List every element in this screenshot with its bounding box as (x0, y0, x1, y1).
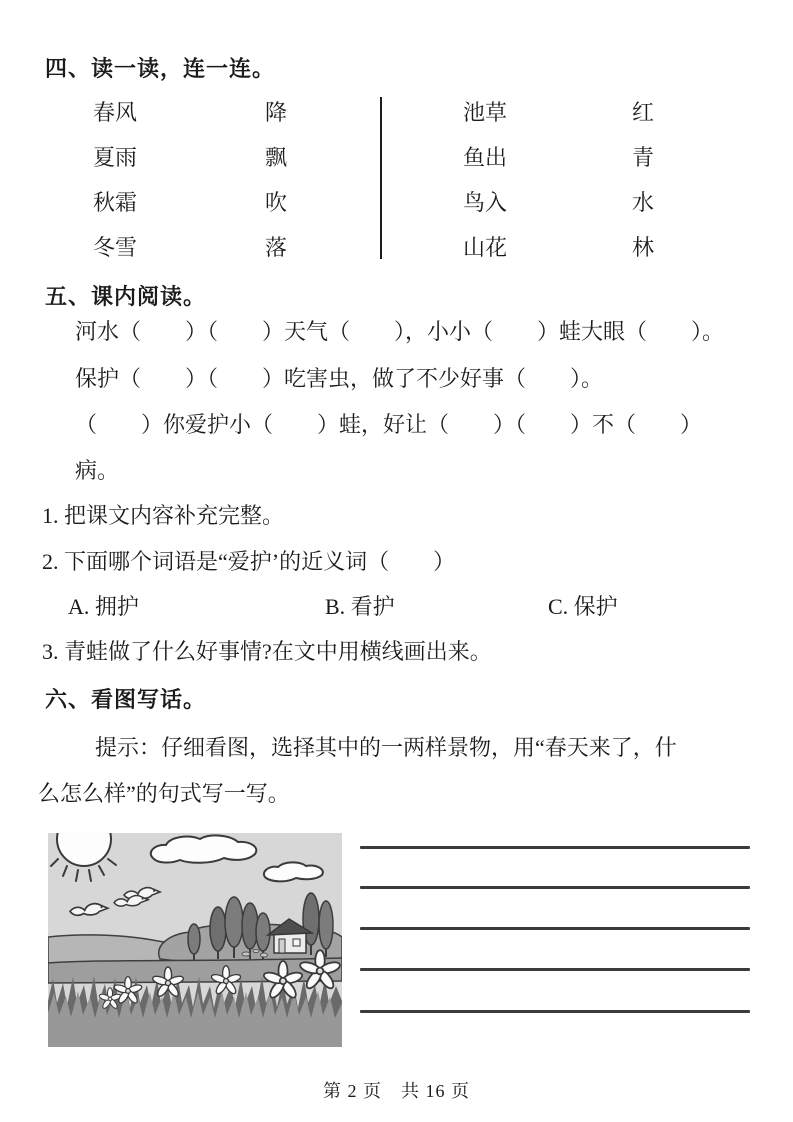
passage-line: （ ）你爱护小（ ）蛙，好让（ ）（ ）不（ ） (75, 412, 703, 437)
hint-line: 提示：仔细看图，选择其中的一两样景物，用“春天来了，什 (95, 735, 677, 760)
answer-line (360, 886, 750, 889)
match-char: 林 (632, 235, 655, 260)
match-char: 红 (632, 100, 655, 125)
option-b: B. 看护 (325, 594, 395, 619)
match-word: 春风 (93, 100, 138, 125)
question-2: 2. 下面哪个词语是“爱护’的近义词（ ） (42, 549, 456, 574)
match-word: 夏雨 (93, 145, 138, 170)
match-word: 秋霜 (93, 190, 138, 215)
passage-line: 河水（ ）（ ）天气（ ），小小（ ）蛙大眼（ ）。 (75, 319, 725, 344)
match-word: 冬雪 (93, 235, 138, 260)
match-word: 池草 (463, 100, 508, 125)
answer-line (360, 1010, 750, 1013)
match-word: 山花 (463, 235, 508, 260)
option-a: A. 拥护 (68, 594, 139, 619)
matching-row (93, 231, 713, 261)
section6-title: 六、看图写话。 (45, 687, 207, 712)
matching-row (93, 141, 713, 171)
section5-title: 五、课内阅读。 (45, 284, 207, 309)
matching-row (93, 186, 713, 216)
match-char: 水 (632, 190, 655, 215)
answer-line (360, 846, 750, 849)
passage-line: 保护（ ）（ ）吃害虫，做了不少好事（ ）。 (75, 366, 604, 391)
spring-scene-illustration (48, 833, 342, 1047)
match-char: 青 (632, 145, 655, 170)
match-word: 鸟入 (463, 190, 508, 215)
match-char: 落 (265, 235, 288, 260)
question-2-options (0, 594, 793, 624)
matching-row (93, 96, 713, 126)
match-char: 飘 (265, 145, 288, 170)
section4-title: 四、读一读，连一连。 (45, 56, 276, 81)
matching-exercise (93, 94, 713, 262)
column-divider-line (380, 97, 382, 259)
option-c: C. 保护 (548, 594, 618, 619)
passage-line: 病。 (75, 458, 120, 483)
match-char: 吹 (265, 190, 288, 215)
hint-line: 么怎么样”的句式写一写。 (38, 781, 290, 806)
match-char: 降 (265, 100, 288, 125)
question-1: 1. 把课文内容补充完整。 (42, 503, 285, 528)
answer-line (360, 927, 750, 930)
question-3: 3. 青蛙做了什么好事情?在文中用横线画出来。 (42, 639, 492, 664)
answer-line (360, 968, 750, 971)
page-number-footer: 第 2 页 共 16 页 (323, 1081, 470, 1101)
match-word: 鱼出 (463, 145, 508, 170)
